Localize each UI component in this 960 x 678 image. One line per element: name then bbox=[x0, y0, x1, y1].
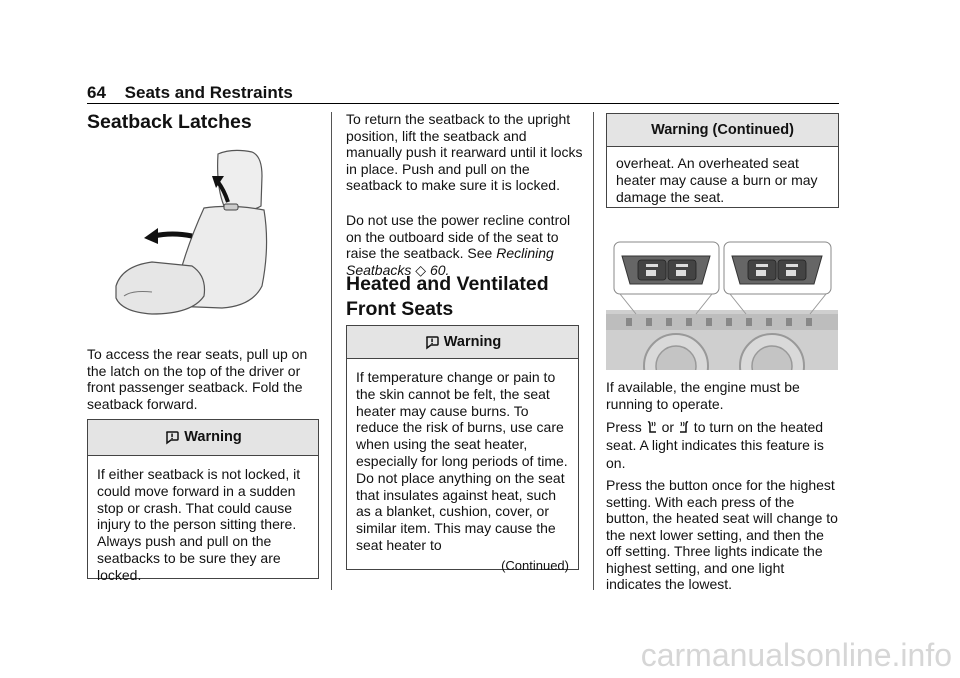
warning-body: If temperature change or pain to the skin cannot be felt, the seat heater may cause burns. To reduce the risk of burns, use care when using the seat heater, especially for long periods of time. Do not place anything on the seat that insulates against heat, such as a blanket, cushion, cover, or similar item. This may cause the seat heater to (Continued) bbox=[356, 369, 569, 573]
warning-icon bbox=[424, 334, 440, 350]
running-header bbox=[87, 83, 293, 103]
paragraph-heat-settings: Press the button once for the highest setting. With each press of the button, the heated seat will change to the next lower setting, and then the off setting. Three lights indicate the highest setting, and one light indicates the lowest. bbox=[606, 477, 838, 592]
warning-box-continued bbox=[606, 113, 839, 208]
warning-body: overheat. An overheated seat heater may cause a burn or may damage the seat. bbox=[616, 155, 818, 205]
warning-header bbox=[88, 420, 318, 456]
page-ref-icon: ◇ bbox=[415, 261, 427, 278]
watermark: carmanualsonline.info bbox=[640, 637, 952, 673]
heading-seatback-latches: Seatback Latches bbox=[87, 111, 252, 133]
paragraph-access-rear: To access the rear seats, pull up on the latch on the top of the driver or front passenger seatback. Fold the seatback forward. bbox=[87, 346, 308, 412]
page-number: 64 bbox=[87, 83, 106, 102]
heading-heated-seats: Heated and Ventilated Front Seats bbox=[346, 273, 549, 320]
warning-box-heater bbox=[346, 325, 579, 573]
seat-control-panel-illustration bbox=[606, 240, 838, 370]
warning-box-seatback bbox=[87, 419, 319, 583]
heated-seat-passenger-icon bbox=[678, 420, 690, 435]
column-divider-2 bbox=[593, 112, 594, 590]
warning-header: Warning (Continued) bbox=[607, 114, 838, 147]
xref-page[interactable]: 60 bbox=[429, 261, 446, 278]
section-title: Seats and Restraints bbox=[124, 83, 293, 102]
warning-title: Warning bbox=[443, 334, 502, 350]
warning-icon bbox=[164, 429, 180, 445]
continued-label: (Continued) bbox=[501, 557, 569, 573]
heated-seat-driver-icon bbox=[646, 420, 658, 435]
paragraph-press-buttons: Press or to turn on the heated seat. A light indicates this feature is on. bbox=[606, 419, 824, 471]
column-divider-1 bbox=[331, 112, 332, 590]
warning-title: Warning bbox=[184, 429, 242, 445]
warning-header bbox=[347, 326, 578, 359]
seat-illustration bbox=[112, 146, 292, 318]
paragraph-return-seatback: To return the seatback to the upright position, lift the seatback and manually push it rearward until it locks in place. Push and pull on the seatback to make sure it is locked. bbox=[346, 111, 583, 193]
warning-body: If either seatback is not locked, it could move forward in a sudden stop or crash. That could cause injury to the person sitting there. Always push and pull on the seatbacks to be sure they are locked. bbox=[97, 466, 301, 583]
xref-reclining-seatbacks[interactable]: Reclining Seatbacks bbox=[346, 245, 554, 278]
paragraph-power-recline: Do not use the power recline control on the outboard side of the seat to raise the seatback. See Reclining Seatbacks ◇ 60. bbox=[346, 212, 571, 278]
header-rule bbox=[87, 103, 839, 104]
paragraph-engine-running: If available, the engine must be running to operate. bbox=[606, 379, 800, 412]
